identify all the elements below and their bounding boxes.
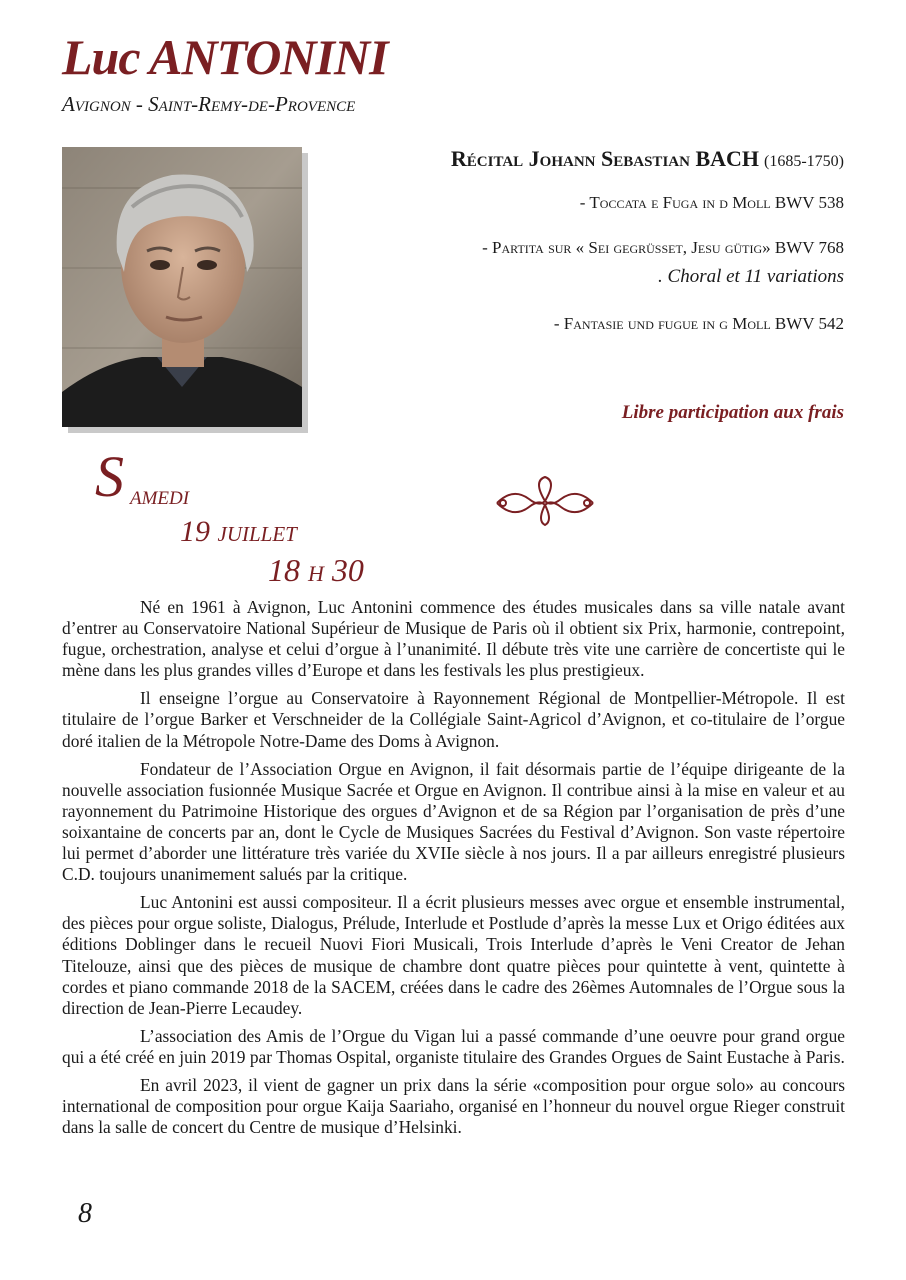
program-item: - Toccata e Fuga in d Moll BWV 538 bbox=[579, 193, 844, 212]
performer-photo bbox=[62, 147, 302, 427]
event-date bbox=[0, 440, 500, 590]
program-item: - Partita sur « Sei gegrüsset, Jesu gütig» BWV 768 bbox=[482, 238, 844, 257]
page-number: 8 bbox=[78, 1198, 92, 1229]
price-note: Libre participation aux frais bbox=[621, 402, 844, 423]
recital-heading bbox=[324, 146, 844, 172]
bio-paragraph: Fondateur de l’Association Orgue en Avignon, il fait désormais partie de l’équipe dirigeante de la nouvelle association fusionnée Musique Sacrée et Orgue en Avignon. Il contribue ainsi à la mise en valeur et au rayonnement du Patrimoine Historique des orgues d’Avignon et de sa Région par l’organisation de près d’une soixantaine de concerts par an, dont le Cycle de Musiques Sacrées du Festival d’Avignon. Son vaste répertoire lui permet d’aborder une littérature très variée du XVIIe siècle à nos jours. Il a par ailleurs enregistré plusieurs C.D. toujours unanimement salués par la critique. bbox=[62, 758, 845, 885]
bio-paragraph: L’association des Amis de l’Orgue du Vigan lui a passé commande d’une oeuvre pour grand orgue qui a été créé en juin 2019 par Thomas Ospital, organiste titulaire des Grandes Orgues de Saint Eustache à Paris. bbox=[62, 1025, 845, 1067]
biography bbox=[62, 597, 845, 1145]
program-item-detail: . Choral et 11 variations bbox=[658, 266, 844, 287]
bio-paragraph: En avril 2023, il vient de gagner un prix dans la série «composition pour orgue solo» au concours international de composition pour orgue Kaija Saariaho, organisé en l’honneur du nouvel orgue Rieger construit dans la salle de concert du Centre de musique d’Helsinki. bbox=[62, 1074, 845, 1138]
program-item: - Fantasie und fugue in g Moll BWV 542 bbox=[553, 314, 844, 333]
bio-paragraph: Luc Antonini est aussi compositeur. Il a écrit plusieurs messes avec orgue et ensemble instrumental, des pièces pour orgue soliste, Dialogus, Prélude, Interlude et Postlude d’après la messe Lux et Origo éditées aux éditions Doblinger dans le recueil Nuovi Fiori Musicali, Trois Interlude d’après le Veni Creator de Jehan Titelouze, ainsi que des pièces de musique de chambre dont quatre pièces pour quintette à vent, quintette à cordes et piano commande 2018 de la SACEM, créées dans le cadre des 26èmes Automnales de l’Orgue sous la direction de Jean-Pierre Lecaudey. bbox=[62, 892, 845, 1018]
day-name: amedi bbox=[130, 480, 190, 510]
bio-paragraph: Il enseigne l’orgue au Conservatoire à Rayonnement Régional de Montpellier-Métropole. Il est titulaire de l’orgue Barker et Verschneider de la Collégiale Saint-Agricol d’Avignon, et co-titulaire de l’orgue doré italien de la Métropole Notre-Dame des Doms à Avignon. bbox=[62, 688, 845, 751]
date-text: 19 juillet bbox=[180, 515, 297, 548]
event-time: 18 h 30 bbox=[268, 552, 364, 588]
performer-location: Avignon - Saint-Remy-de-Provence bbox=[62, 92, 356, 116]
recital-title: Récital Johann Sebastian BACH bbox=[450, 146, 760, 171]
day-initial: S bbox=[95, 444, 124, 509]
performer-name: Luc ANTONINI bbox=[62, 29, 388, 85]
composer-dates: (1685-1750) bbox=[764, 153, 844, 170]
bio-paragraph: Né en 1961 à Avignon, Luc Antonini commence des études musicales dans sa ville natale avant d’entrer au Conservatoire National Supérieur de Musique de Paris où il obtient six Prix, harmonie, contrepoint, fugue, orchestration, analyse et celui d’orgue à l’unanimité. Il débute très vite une carrière de concertiste qui le mène dans les plus grandes villes d’Europe et dans les festivals les plus prestigieux. bbox=[62, 597, 845, 681]
flourish-ornament-icon bbox=[493, 473, 597, 529]
